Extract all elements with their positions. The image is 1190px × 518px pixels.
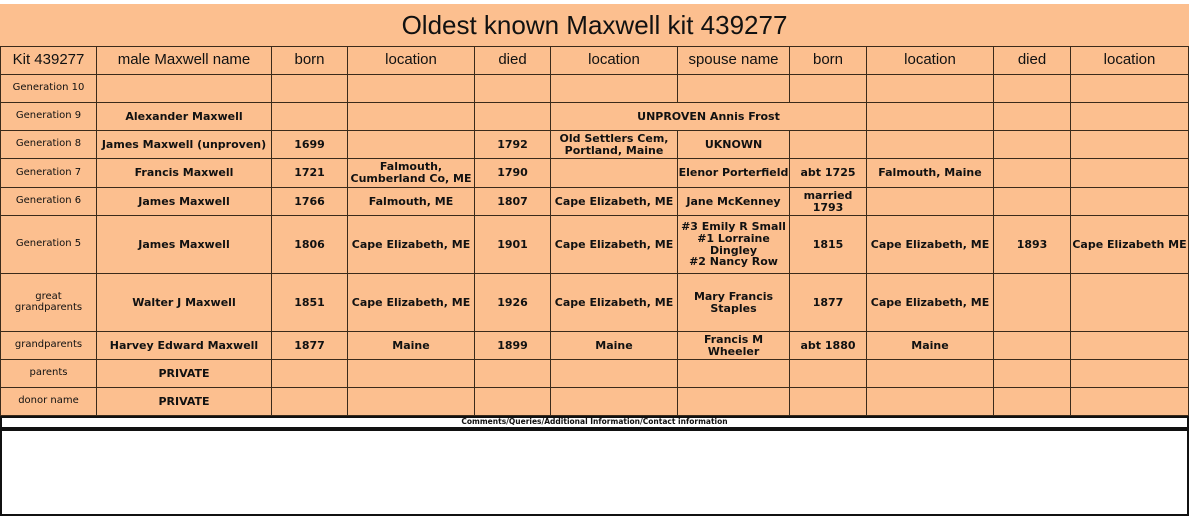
- row-label-text: donor name: [18, 395, 79, 407]
- table-cell-text: Harvey Edward Maxwell: [109, 338, 259, 352]
- row-label[interactable]: [0, 273, 97, 332]
- table-cell-text: 1899: [497, 338, 528, 352]
- table-cell[interactable]: [993, 130, 1071, 159]
- table-cell-text: Cape Elizabeth, ME: [870, 237, 990, 251]
- table-cell[interactable]: [96, 273, 272, 332]
- comments-label: [0, 416, 1189, 429]
- table-cell[interactable]: [474, 359, 551, 388]
- table-cell-text: Old Settlers Cem, Portland, Maine: [559, 131, 669, 157]
- table-cell[interactable]: [271, 359, 348, 388]
- merged-note-cell-text: UNPROVEN Annis Frost: [637, 109, 780, 123]
- row-label-text: great grandparents: [14, 290, 83, 313]
- table-cell[interactable]: [550, 273, 678, 332]
- table-cell[interactable]: [1070, 74, 1189, 103]
- table-cell-text: 1792: [497, 137, 528, 151]
- table-cell-text: Cape Elizabeth, ME: [554, 237, 674, 251]
- table-cell[interactable]: [550, 215, 678, 274]
- table-cell[interactable]: [866, 331, 994, 360]
- table-cell[interactable]: [677, 74, 790, 103]
- row-label-text: Generation 7: [15, 166, 82, 178]
- table-cell[interactable]: [1070, 359, 1189, 388]
- table-cell[interactable]: [993, 331, 1071, 360]
- column-header: [789, 46, 867, 75]
- column-header: [1070, 46, 1189, 75]
- table-cell[interactable]: [271, 387, 348, 416]
- table-cell[interactable]: [271, 158, 348, 188]
- table-cell[interactable]: [1070, 273, 1189, 332]
- row-label[interactable]: [0, 331, 97, 360]
- column-header: [866, 46, 994, 75]
- table-cell[interactable]: [866, 273, 994, 332]
- table-cell[interactable]: [347, 215, 475, 274]
- table-cell[interactable]: [993, 158, 1071, 188]
- table-cell[interactable]: [474, 158, 551, 188]
- merged-note-cell[interactable]: [550, 102, 867, 131]
- table-cell[interactable]: [96, 158, 272, 188]
- table-cell[interactable]: [1070, 387, 1189, 416]
- table-cell[interactable]: [866, 102, 994, 131]
- table-cell[interactable]: [789, 130, 867, 159]
- table-cell[interactable]: [1070, 158, 1189, 188]
- table-cell[interactable]: [677, 387, 790, 416]
- table-cell-text: 1790: [497, 166, 528, 180]
- table-cell-text: Cape Elizabeth, ME: [351, 237, 471, 251]
- table-cell[interactable]: [271, 273, 348, 332]
- table-cell-text: 1721: [294, 166, 325, 180]
- table-cell[interactable]: [993, 359, 1071, 388]
- table-cell-text: PRIVATE: [158, 394, 210, 408]
- table-cell[interactable]: [347, 273, 475, 332]
- row-label-text: Generation 10: [12, 82, 85, 94]
- table-cell[interactable]: [866, 359, 994, 388]
- column-header: [474, 46, 551, 75]
- table-cell-text: James Maxwell: [138, 237, 230, 251]
- table-cell[interactable]: [789, 215, 867, 274]
- table-cell[interactable]: [96, 102, 272, 131]
- column-header-text: born: [294, 51, 325, 69]
- table-cell-text: Jane McKenney: [686, 194, 781, 208]
- table-cell[interactable]: [550, 331, 678, 360]
- table-cell[interactable]: [474, 331, 551, 360]
- table-cell[interactable]: [271, 102, 348, 131]
- column-header-text: born: [812, 51, 844, 69]
- table-cell[interactable]: [347, 387, 475, 416]
- row-label[interactable]: [0, 215, 97, 274]
- table-cell[interactable]: [993, 215, 1071, 274]
- table-cell[interactable]: [271, 187, 348, 216]
- table-cell[interactable]: [789, 359, 867, 388]
- table-cell[interactable]: [474, 215, 551, 274]
- column-header: [677, 46, 790, 75]
- table-cell-text: UKNOWN: [704, 137, 763, 151]
- table-cell-text: Cape Elizabeth, ME: [870, 295, 990, 309]
- row-label[interactable]: [0, 387, 97, 416]
- column-header: [271, 46, 348, 75]
- table-cell[interactable]: [993, 187, 1071, 216]
- table-cell[interactable]: [1070, 331, 1189, 360]
- column-header-text: location: [385, 51, 437, 69]
- table-cell[interactable]: [550, 359, 678, 388]
- table-cell[interactable]: [1070, 102, 1189, 131]
- table-cell[interactable]: [789, 387, 867, 416]
- table-cell[interactable]: [866, 215, 994, 274]
- table-cell[interactable]: [993, 74, 1071, 103]
- table-cell-text: Alexander Maxwell: [125, 109, 243, 123]
- column-header-text: died: [1017, 51, 1047, 69]
- table-cell-text: abt 1880: [800, 338, 856, 352]
- table-cell-text: James Maxwell: [138, 194, 230, 208]
- column-header-text: male Maxwell name: [117, 51, 251, 69]
- table-cell-text: PRIVATE: [158, 366, 210, 380]
- table-cell[interactable]: [96, 130, 272, 159]
- column-header-text: Kit 439277: [12, 51, 85, 69]
- row-label-text: grandparents: [14, 339, 83, 351]
- column-header: [96, 46, 272, 75]
- table-cell[interactable]: [866, 158, 994, 188]
- table-cell-text: Mary Francis Staples: [693, 289, 774, 315]
- table-cell-text: 1877: [294, 338, 325, 352]
- column-header: [347, 46, 475, 75]
- row-label-text: Generation 8: [15, 138, 82, 150]
- table-cell[interactable]: [677, 273, 790, 332]
- table-cell[interactable]: [1070, 130, 1189, 159]
- table-cell[interactable]: [789, 331, 867, 360]
- table-cell[interactable]: [789, 273, 867, 332]
- row-label[interactable]: [0, 102, 97, 131]
- table-cell-text: 1806: [294, 237, 325, 251]
- table-cell-text: Walter J Maxwell: [132, 295, 236, 309]
- table-cell[interactable]: [474, 187, 551, 216]
- sheet-title-text: Oldest known Maxwell kit 439277: [401, 10, 788, 41]
- table-cell[interactable]: [96, 215, 272, 274]
- column-header-text: died: [498, 51, 527, 69]
- table-cell[interactable]: [347, 331, 475, 360]
- table-cell[interactable]: [271, 130, 348, 159]
- table-cell-text: Cape Elizabeth ME: [1072, 237, 1187, 251]
- table-cell[interactable]: [866, 387, 994, 416]
- table-cell[interactable]: [1070, 215, 1189, 274]
- table-cell[interactable]: [677, 359, 790, 388]
- table-cell-text: 1815: [812, 237, 844, 251]
- row-label-text: Generation 9: [15, 110, 82, 122]
- table-cell[interactable]: [96, 74, 272, 103]
- column-header-text: spouse name: [688, 51, 779, 69]
- table-cell-text: 1877: [812, 295, 844, 309]
- column-header-text: location: [1103, 51, 1156, 69]
- table-cell[interactable]: [347, 158, 475, 188]
- column-header-text: location: [904, 51, 956, 69]
- table-cell[interactable]: [550, 158, 678, 188]
- table-cell[interactable]: [96, 187, 272, 216]
- table-cell[interactable]: [550, 130, 678, 159]
- table-cell[interactable]: [993, 102, 1071, 131]
- table-cell[interactable]: [474, 130, 551, 159]
- table-cell-text: Maine: [911, 338, 949, 352]
- table-cell-text: #3 Emily R Small #1 Lorraine Dingley #2 Nancy Row: [681, 219, 786, 269]
- table-cell[interactable]: [96, 331, 272, 360]
- sheet-title: [0, 4, 1189, 47]
- table-cell[interactable]: [347, 130, 475, 159]
- table-cell-text: Francis M Wheeler: [703, 332, 764, 358]
- table-cell-text: Cape Elizabeth, ME: [351, 295, 471, 309]
- table-cell[interactable]: [347, 102, 475, 131]
- table-cell-text: Maine: [392, 338, 430, 352]
- row-label-text: Generation 6: [15, 195, 82, 207]
- column-header: [550, 46, 678, 75]
- table-cell[interactable]: [866, 187, 994, 216]
- table-cell[interactable]: [677, 187, 790, 216]
- table-cell[interactable]: [677, 158, 790, 188]
- table-cell-text: 1807: [497, 194, 528, 208]
- table-cell-text: Falmouth, Cumberland Co, ME: [350, 160, 472, 185]
- table-cell[interactable]: [96, 387, 272, 416]
- table-cell-text: 1901: [497, 237, 528, 251]
- table-cell[interactable]: [271, 74, 348, 103]
- row-label-text: parents: [29, 367, 68, 379]
- comments-box[interactable]: [0, 429, 1189, 516]
- table-cell-text: Cape Elizabeth, ME: [554, 295, 674, 309]
- row-label[interactable]: [0, 74, 97, 103]
- table-cell[interactable]: [474, 102, 551, 131]
- table-cell[interactable]: [677, 130, 790, 159]
- table-cell[interactable]: [550, 187, 678, 216]
- table-cell-text: 1893: [1016, 237, 1048, 251]
- table-cell[interactable]: [1070, 187, 1189, 216]
- table-cell-text: Francis Maxwell: [134, 166, 234, 180]
- table-cell[interactable]: [677, 331, 790, 360]
- table-cell[interactable]: [474, 387, 551, 416]
- comments-label-text: Comments/Queries/Additional Information/Contact information: [461, 417, 728, 427]
- table-cell[interactable]: [550, 74, 678, 103]
- table-cell[interactable]: [474, 273, 551, 332]
- row-label[interactable]: [0, 158, 97, 188]
- table-cell-text: abt 1725: [800, 166, 856, 180]
- row-label[interactable]: [0, 187, 97, 216]
- table-cell[interactable]: [789, 187, 867, 216]
- table-cell-text: Elenor Porterfield: [678, 166, 789, 180]
- table-cell-text: Cape Elizabeth, ME: [554, 194, 674, 208]
- table-cell-text: Falmouth, ME: [368, 194, 454, 208]
- table-cell-text: 1851: [294, 295, 325, 309]
- table-cell[interactable]: [677, 215, 790, 274]
- column-header: [993, 46, 1071, 75]
- table-cell-text: 1766: [294, 194, 325, 208]
- table-cell[interactable]: [347, 359, 475, 388]
- table-cell[interactable]: [474, 74, 551, 103]
- table-cell[interactable]: [789, 158, 867, 188]
- row-label[interactable]: [0, 359, 97, 388]
- table-cell-text: Falmouth, Maine: [878, 166, 982, 180]
- table-cell[interactable]: [271, 331, 348, 360]
- table-cell[interactable]: [271, 215, 348, 274]
- table-cell[interactable]: [866, 130, 994, 159]
- row-label[interactable]: [0, 130, 97, 159]
- table-cell[interactable]: [866, 74, 994, 103]
- column-header: [0, 46, 97, 75]
- table-cell[interactable]: [347, 187, 475, 216]
- table-cell[interactable]: [993, 273, 1071, 332]
- table-cell-text: James Maxwell (unproven): [101, 137, 267, 151]
- row-label-text: Generation 5: [15, 238, 82, 250]
- table-cell[interactable]: [96, 359, 272, 388]
- table-cell[interactable]: [993, 387, 1071, 416]
- table-cell-text: 1926: [497, 295, 528, 309]
- table-cell[interactable]: [550, 387, 678, 416]
- table-cell-text: 1699: [294, 137, 325, 151]
- table-cell-text: married 1793: [803, 188, 853, 214]
- column-header-text: location: [588, 51, 640, 69]
- table-cell[interactable]: [347, 74, 475, 103]
- table-cell[interactable]: [789, 74, 867, 103]
- table-cell-text: Maine: [595, 338, 633, 352]
